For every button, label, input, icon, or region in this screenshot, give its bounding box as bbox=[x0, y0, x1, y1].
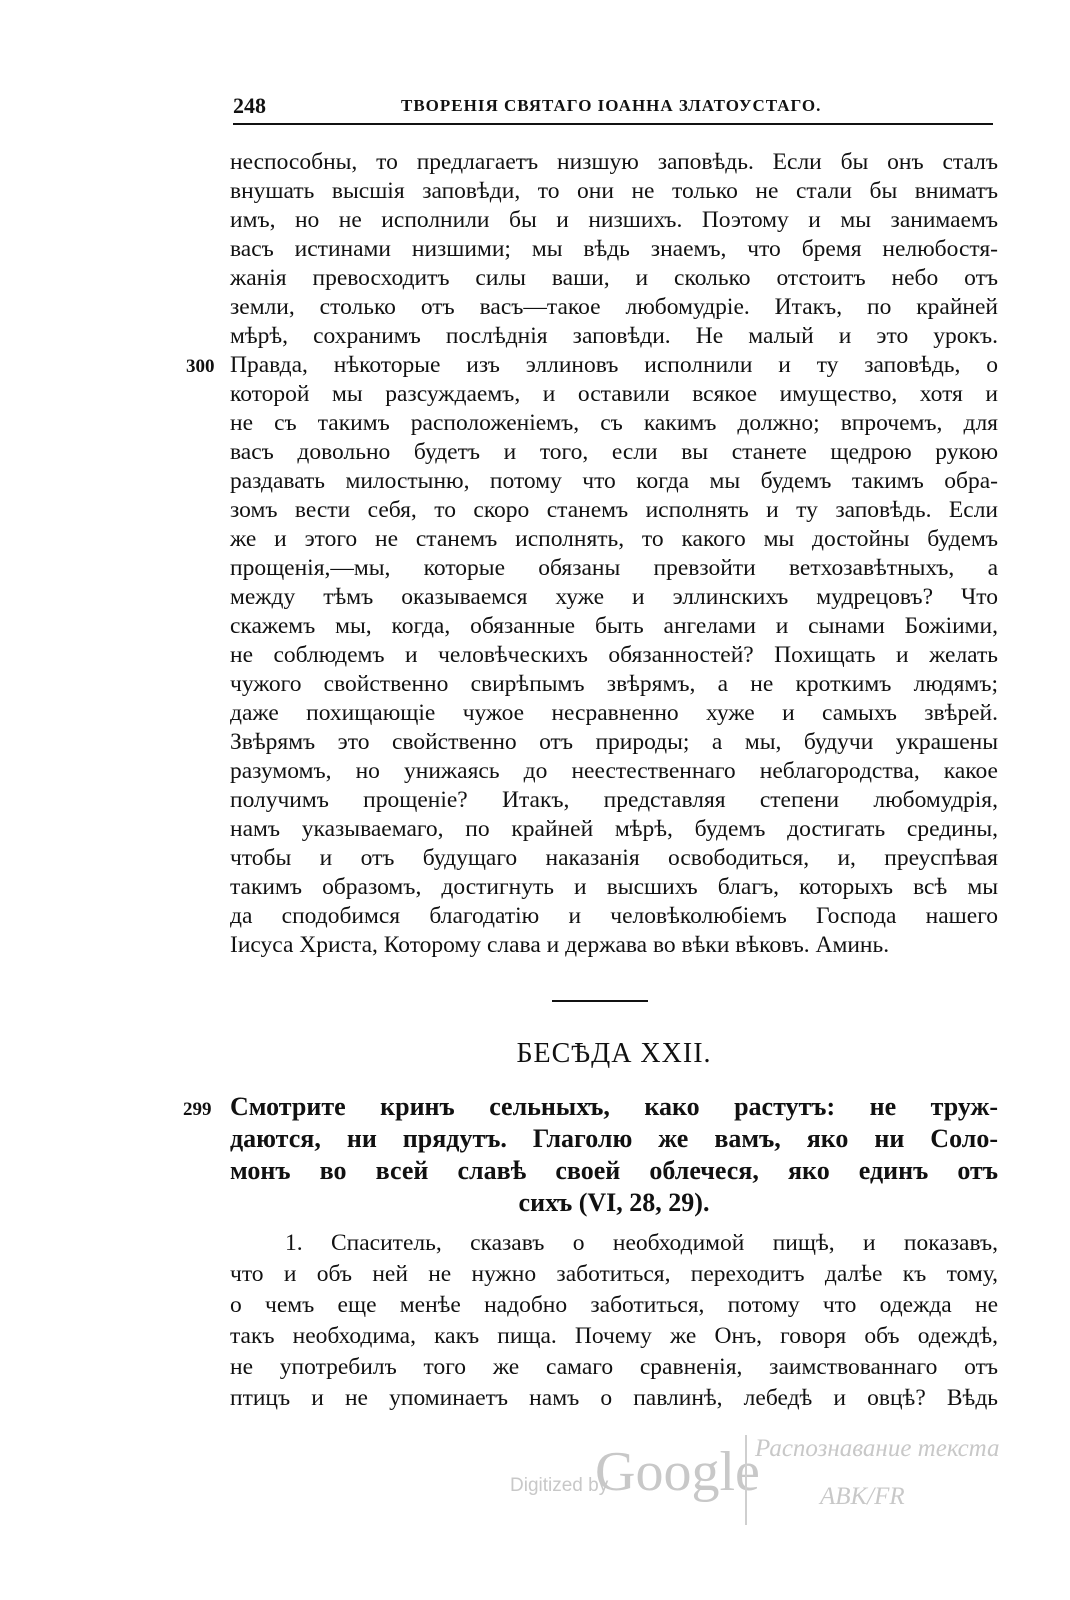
text-line: Звѣрямъ это свойственно отъ природы; а мы, будучи украшены bbox=[230, 729, 998, 755]
ocr-credit-line: АВК/FR bbox=[820, 1483, 905, 1510]
body-text bbox=[230, 148, 998, 960]
text-line: не употребилъ того же самаго сравненія, заимствованнаго отъ bbox=[230, 1354, 998, 1380]
verse-line: Смотрите кринъ сельныхъ, како растутъ: не труж- bbox=[230, 1092, 998, 1121]
ocr-credit-line: Распознавание текста bbox=[755, 1435, 1000, 1462]
text-line: имъ, но не исполнили бы и низшихъ. Поэтому и мы занимаемъ bbox=[230, 207, 998, 233]
text-line: да сподобимся благодатію и человѣколюбіемъ Господа нашего bbox=[230, 903, 998, 929]
text-line: намъ указываемаго, по крайней мѣрѣ, будемъ достигать средины, bbox=[230, 816, 998, 842]
verse-line: даются, ни прядутъ. Глаголю же вамъ, яко ни Соло- bbox=[230, 1124, 998, 1153]
verse-line: сихъ (VI, 28, 29). bbox=[518, 1188, 710, 1217]
text-line: чужого свойственно свирѣпымъ звѣрямъ, а не кроткимъ людямъ; bbox=[230, 671, 998, 697]
digitization-watermark bbox=[510, 1425, 1050, 1585]
text-line: жанія превосходитъ силы ваши, и сколько отстоитъ небо отъ bbox=[230, 265, 998, 291]
homily-paragraph bbox=[230, 1228, 998, 1414]
text-line: получимъ прощеніе? Итакъ, представляя степени любомудрія, bbox=[230, 787, 998, 813]
text-line: птицъ и не упоминаетъ намъ о павлинѣ, лебедѣ и овцѣ? Вѣдь bbox=[230, 1385, 998, 1411]
scripture-verse bbox=[230, 1091, 998, 1219]
homily-title: БЕСѢДА XXII. bbox=[516, 1038, 712, 1069]
digitized-by-label: Digitized by bbox=[510, 1475, 609, 1496]
text-line: такимъ образомъ, достигнуть и высшихъ благъ, которыхъ всѣ мы bbox=[230, 874, 998, 900]
section-divider bbox=[552, 1000, 648, 1002]
page-header bbox=[233, 93, 993, 125]
text-line: зомъ вести себя, то скоро станемъ исполнять и ту заповѣдь. Если bbox=[230, 497, 998, 523]
text-line: о чемъ еще менѣе надобно заботиться, потому что одежда не bbox=[230, 1292, 998, 1318]
text-line: васъ истинами низшими; мы вѣдь знаемъ, что бремя нелюбостя- bbox=[230, 236, 998, 262]
text-line: такъ необходима, какъ пища. Почему же Онъ, говоря объ одеждѣ, bbox=[230, 1323, 998, 1349]
text-line: же и этого не станемъ исполнять, то какого мы достойны будемъ bbox=[230, 526, 998, 552]
text-line: чтобы и отъ будущаго наказанія освободиться, и, преуспѣвая bbox=[230, 845, 998, 871]
margin-number: 299 bbox=[183, 1099, 212, 1120]
running-head: ТВОРЕНІЯ СВЯТАГО ІОАННА ЗЛАТОУСТАГО. bbox=[401, 96, 822, 115]
page-number: 248 bbox=[233, 93, 266, 118]
text-line: неспособны, то предлагаетъ низшую заповѣдь. Если бы онъ сталъ bbox=[230, 149, 998, 175]
text-line: раздавать милостыню, потому что когда мы будемъ такимъ обра- bbox=[230, 468, 998, 494]
watermark-divider bbox=[745, 1435, 747, 1525]
text-line: Правда, нѣкоторые изъ эллиновъ исполнили и ту заповѣдь, о bbox=[230, 352, 998, 378]
verse-line: монъ во всей славѣ своей облечеся, яко единъ отъ bbox=[230, 1156, 998, 1185]
text-line: скажемъ мы, когда, обязанные быть ангелами и сынами Божіими, bbox=[230, 613, 998, 639]
text-line: между тѣмъ оказываемся хуже и эллинскихъ мудрецовъ? Что bbox=[230, 584, 998, 610]
text-line: что и объ ней не нужно заботиться, переходитъ далѣе къ тому, bbox=[230, 1261, 998, 1287]
text-line: внушать высшія заповѣди, то они не только не стали бы вниматъ bbox=[230, 178, 998, 204]
text-line: земли, столько отъ васъ—такое любомудріе. Итакъ, по крайней bbox=[230, 294, 998, 320]
text-line: не съ такимъ расположеніемъ, съ какимъ должно; впрочемъ, для bbox=[230, 410, 998, 436]
text-line: даже похищающіе чужое несравненно хуже и самыхъ звѣрей. bbox=[230, 700, 998, 726]
text-line: которой мы разсуждаемъ, и оставили всякое имущество, хотя и bbox=[230, 381, 998, 407]
text-line: разумомъ, но унижаясь до неестественнаго неблагородства, какое bbox=[230, 758, 998, 784]
text-line: 1. Спаситель, сказавъ о необходимой пищѣ, и показавъ, bbox=[285, 1230, 998, 1256]
text-line: прощенія,—мы, которые обязаны превзойти ветхозавѣтныхъ, а bbox=[230, 555, 998, 581]
margin-number: 300 bbox=[186, 356, 215, 377]
text-line: не соблюдемъ и человѣческихъ обязанностей? Похищать и желать bbox=[230, 642, 998, 668]
google-logo: Google bbox=[595, 1441, 760, 1503]
text-line: Іисуса Христа, Которому слава и держава во вѣки вѣковъ. Аминь. bbox=[230, 932, 890, 958]
text-line: мѣрѣ, сохранимъ послѣднія заповѣди. Не малый и это урокъ. bbox=[230, 323, 998, 349]
text-line: васъ довольно будетъ и того, если вы станете щедрою рукою bbox=[230, 439, 998, 465]
